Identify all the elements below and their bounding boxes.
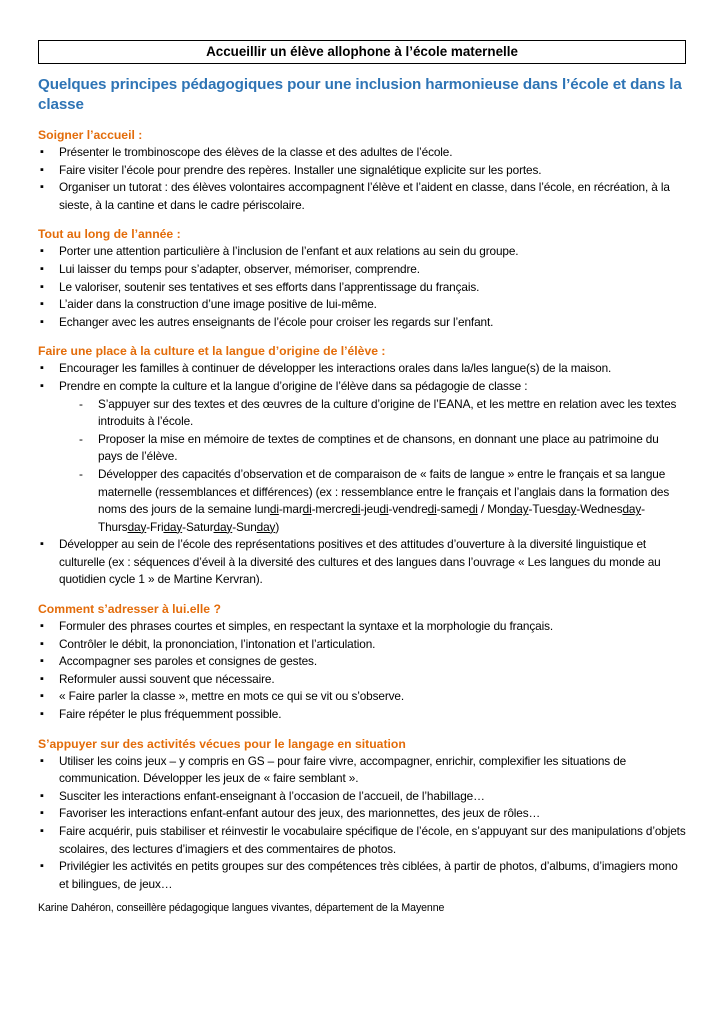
section-accueil — [38, 127, 686, 214]
list-item: ▪ L’aider dans la construction d’une image positive de lui-même. — [38, 296, 686, 314]
fr-day-stem: mercre — [315, 502, 352, 517]
list-item: ▪ Accompagner ses paroles et consignes de gestes. — [38, 653, 686, 671]
fr-day-stem: vendre — [392, 502, 428, 517]
bullet-list — [38, 753, 686, 894]
section-activites — [38, 736, 686, 894]
section-adresser — [38, 601, 686, 724]
section-heading: Soigner l’accueil : — [38, 128, 143, 142]
en-day-stem: Thurs — [98, 519, 128, 534]
fr-day-suffix: di — [427, 502, 437, 517]
en-day-suffix: day — [163, 519, 183, 534]
fr-day-stem: mar — [282, 502, 303, 517]
bullet-list — [38, 243, 686, 331]
list-item-text: Prendre en compte la culture et la langue d’origine de l’élève dans sa pédagogie de classe : — [59, 378, 528, 393]
en-day-suffix: day — [509, 502, 529, 517]
en-day-suffix: day — [557, 502, 577, 517]
dash-list — [38, 396, 686, 537]
sub-list-item-text: Développer des capacités d’observation et de comparaison de « faits de langue » entre le français et sa langue maternelle (ressemblances et différences) (ex : ressemblance entre le français et l’anglais dans la formation des noms des jours de la semaine — [98, 466, 670, 517]
section-culture — [38, 343, 686, 589]
list-item: ▪ Privilégier les activités en petits groupes sur des compétences très ciblées, à partir de photos, d’albums, d’imagiers mono et bilingues, de jeux… — [38, 858, 686, 893]
list-item: ▪ Lui laisser du temps pour s’adapter, observer, mémoriser, comprendre. — [38, 261, 686, 279]
fr-day-stem: lun — [254, 502, 270, 517]
list-item: ▪ Faire visiter l’école pour prendre des repères. Installer une signalétique explicite sur les portes. — [38, 162, 686, 180]
en-day-suffix: day — [213, 519, 233, 534]
fr-day-stem: same — [440, 502, 469, 517]
en-day-suffix: day — [622, 502, 642, 517]
en-day-stem: Mon — [487, 502, 510, 517]
list-item: ▪ Formuler des phrases courtes et simples, en respectant la syntaxe et la morphologie du français. — [38, 618, 686, 636]
en-day-suffix: day — [256, 519, 276, 534]
list-item: ▪ Organiser un tutorat : des élèves volontaires accompagnent l’élève et l’aident en classe, dans l’école, en récréation, à la sieste, à la cantine et dans le cadre périscolaire. — [38, 179, 686, 214]
list-item: ▪ Reformuler aussi souvent que nécessaire. — [38, 671, 686, 689]
bullet-list — [38, 618, 686, 724]
list-item: ▪ Favoriser les interactions enfant-enfant autour des jeux, des marionnettes, des jeux de rôles… — [38, 805, 686, 823]
list-item: ▪ Utiliser les coins jeux – y compris en GS – pour faire vivre, accompagner, enrichir, complexifier les situations de communication. Développer les jeux de « faire semblant ». — [38, 753, 686, 788]
section-heading: S’appuyer sur des activités vécues pour le langage en situation — [38, 736, 406, 751]
en-day-suffix: day — [127, 519, 147, 534]
fr-day-suffix: di — [351, 502, 361, 517]
list-item: ▪ « Faire parler la classe », mettre en mots ce qui se vit ou s’observe. — [38, 688, 686, 706]
sub-list-item: - S’appuyer sur des textes et des œuvres de la culture d’origine de l’EANA, et les mettre en relation avec les textes introduits à l’école. — [77, 396, 686, 431]
bullet-list — [38, 144, 686, 214]
list-item — [38, 378, 686, 536]
fr-day-suffix: di — [379, 502, 389, 517]
sub-list-item: - Proposer la mise en mémoire de textes de comptines et de chansons, en donnant une place au patrimoine du pays de l’élève. — [77, 431, 686, 466]
section-heading: Faire une place à la culture et la langue d’origine de l’élève : — [38, 344, 386, 359]
list-item: ▪ Développer au sein de l’école des représentations positives et des attitudes d’ouverture à la diversité linguistique et culturelle (ex : séquences d’éveil à la diversité des cultures et des langues dans l’ouvrage « Les langues du monde au quotidien cycle 1 » de Martine Kervran). — [38, 536, 686, 589]
list-item: ▪ Faire acquérir, puis stabiliser et réinvestir le vocabulaire spécifique de l’école, en s’appuyant sur des manipulations d’objets scolaires, des lectures d’imagiers et des commentaires de photos. — [38, 823, 686, 858]
document-title: Accueillir un élève allophone à l’école maternelle — [38, 40, 686, 64]
document-page — [38, 40, 686, 916]
en-day-stem: Sun — [236, 519, 257, 534]
en-day-stem: Wednes — [580, 502, 623, 517]
list-item: ▪ Porter une attention particulière à l’inclusion de l’enfant et aux relations au sein du groupe. — [38, 243, 686, 261]
document-subtitle: Quelques principes pédagogiques pour une inclusion harmonieuse dans l’école et dans la classe — [38, 76, 682, 113]
list-item: ▪ Présenter le trombinoscope des élèves de la classe et des adultes de l’école. — [38, 144, 686, 162]
list-item: ▪ Echanger avec les autres enseignants de l’école pour croiser les regards sur l’enfant. — [38, 314, 686, 332]
bullet-list — [38, 360, 686, 589]
fr-day-suffix: di — [269, 502, 279, 517]
days-end: ) — [275, 519, 280, 534]
days-english: Monday-Tuesday-Wednesday-Thursday-Friday-Saturday-Sunday — [98, 502, 645, 534]
list-item: ▪ Contrôler le débit, la prononciation, l’intonation et l’articulation. — [38, 636, 686, 654]
en-day-stem: Satur — [185, 519, 214, 534]
section-heading: Comment s’adresser à lui.elle ? — [38, 602, 221, 617]
fr-day-suffix: di — [302, 502, 312, 517]
days-separator: / — [477, 502, 488, 517]
en-day-stem: Tues — [532, 502, 558, 517]
list-item: ▪ Encourager les familles à continuer de développer les interactions orales dans la/les langue(s) de la maison. — [38, 360, 686, 378]
author-footer: Karine Dahéron, conseillère pédagogique langues vivantes, département de la Mayenne — [38, 902, 445, 915]
list-item: ▪ Faire répéter le plus fréquemment possible. — [38, 706, 686, 724]
fr-day-stem: jeu — [364, 502, 380, 517]
days-french: lundi-mardi-mercredi-jeudi-vendredi-samedi — [254, 502, 478, 517]
section-heading: Tout au long de l’année : — [38, 227, 181, 242]
section-annee — [38, 226, 686, 331]
list-item: ▪ Susciter les interactions enfant-enseignant à l’occasion de l’accueil, de l’habillage… — [38, 788, 686, 806]
en-day-stem: Fri — [150, 519, 164, 534]
fr-day-suffix: di — [468, 502, 478, 517]
list-item: ▪ Le valoriser, soutenir ses tentatives et ses efforts dans l’apprentissage du français. — [38, 279, 686, 297]
sub-list-item — [77, 466, 686, 536]
